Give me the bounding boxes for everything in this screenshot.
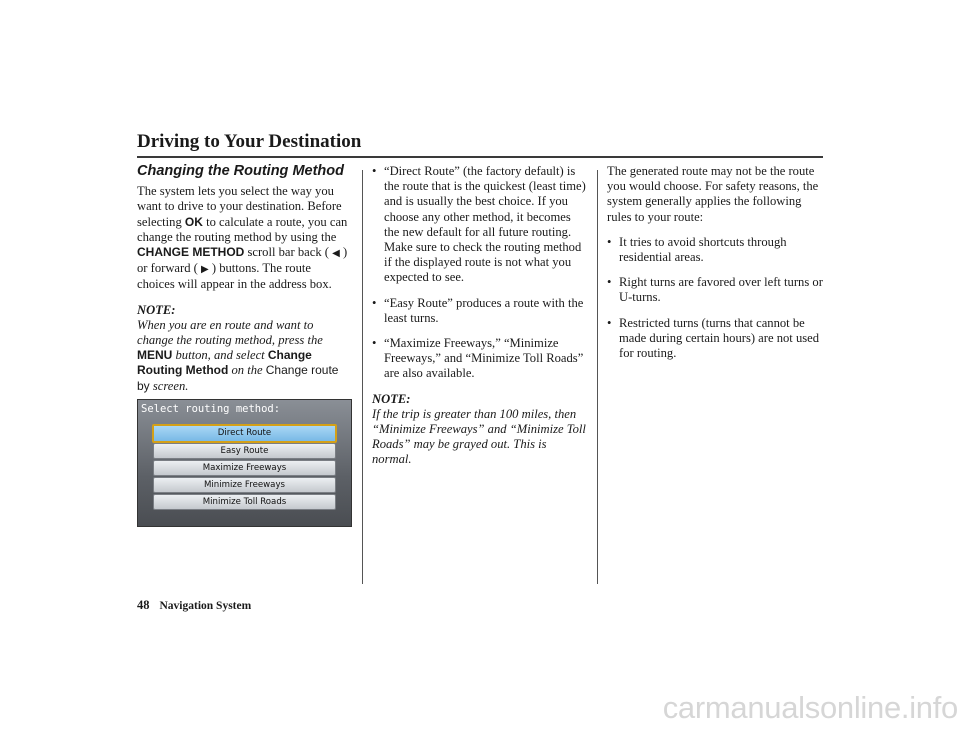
routing-options-list	[372, 164, 588, 382]
text: screen.	[149, 378, 189, 393]
option-minimize-freeways[interactable]: Minimize Freeways	[153, 477, 336, 493]
option-easy-route[interactable]: Easy Route	[153, 443, 336, 459]
ok-label: OK	[184, 214, 203, 229]
list-item-text: “Easy Route” produces a route with the least turns.	[384, 295, 584, 325]
bullet: •	[372, 164, 377, 178]
section-heading: Changing the Routing Method	[137, 163, 344, 179]
bullet: •	[372, 295, 377, 310]
column-3	[607, 164, 825, 371]
screen-title: Select routing method:	[141, 403, 281, 415]
bullet: •	[607, 275, 612, 290]
list-item	[372, 336, 588, 382]
intro-paragraph	[137, 184, 351, 292]
list-item-text: “Maximize Freeways,” “Minimize Freeways,” and “Minimize Toll Roads” are also available.	[384, 336, 584, 381]
bullet: •	[607, 315, 612, 330]
change-method-label: CHANGE METHOD	[137, 245, 245, 260]
column-divider-1	[362, 170, 363, 584]
text: ) buttons. The route choices will appear in the address box.	[137, 261, 332, 292]
bullet: •	[607, 234, 612, 249]
list-item	[607, 316, 825, 362]
forward-arrow-icon: ▶	[201, 264, 209, 276]
list-item-text: Restricted turns (turns that cannot be made during certain hours) are not used for routing.	[619, 315, 820, 361]
note-paragraph-2	[372, 392, 588, 468]
text: button, and select	[172, 348, 268, 363]
rules-intro: The generated route may not be the route you would choose. For safety reasons, the system generally applies the following rules to your route:	[607, 164, 819, 224]
change-route-by-label: Change route by	[137, 363, 339, 393]
option-direct-route[interactable]: Direct Route	[152, 424, 337, 443]
note-text: If the trip is greater than 100 miles, then “Minimize Freeways” and “Minimize Toll Roads” may be grayed out. This is normal.	[372, 406, 586, 467]
option-maximize-freeways[interactable]: Maximize Freeways	[153, 460, 336, 476]
title-rule	[137, 156, 823, 158]
column-divider-2	[597, 170, 598, 584]
column-1	[137, 164, 351, 404]
column-2	[372, 164, 588, 478]
menu-label: MENU	[137, 348, 173, 363]
list-item	[607, 275, 825, 305]
text: on the	[228, 363, 266, 378]
routing-method-screen	[137, 399, 352, 527]
list-item	[607, 235, 825, 265]
text: to calculate a route, you can change the routing method by using the	[137, 214, 348, 244]
text: When you are en route and want to change the routing method, press the	[137, 317, 323, 348]
list-item-text: It tries to avoid shortcuts through residential areas.	[619, 234, 787, 265]
rules-list	[607, 235, 825, 361]
list-item-text: “Direct Route” (the factory default) is the route that is the quickest (least time) and is usually the best choice. If you choose any other method, it becomes the new default for all future routing. Make sure to check the routing method if the displayed route is not what you expected to see.	[384, 164, 586, 285]
watermark[interactable]: carmanualsonline.info	[662, 690, 958, 725]
option-minimize-toll-roads[interactable]: Minimize Toll Roads	[153, 494, 336, 510]
text: ) or forward (	[137, 245, 348, 276]
page-title: Driving to Your Destination	[137, 131, 362, 152]
list-item-text: Right turns are favored over left turns or U-turns.	[619, 275, 823, 305]
note-paragraph	[137, 303, 351, 394]
page-number: 48	[137, 598, 150, 612]
bullet: •	[372, 336, 377, 351]
change-routing-method-label: Change Routing Method	[137, 348, 312, 378]
text: The system lets you select the way you want to drive to your destination. Before selecting	[137, 184, 342, 229]
text: scroll bar back (	[244, 245, 333, 260]
back-arrow-icon: ◀	[332, 248, 340, 260]
note-label: NOTE:	[137, 302, 176, 317]
note-label: NOTE:	[372, 391, 411, 406]
footer-label: Navigation System	[159, 600, 252, 612]
list-item	[372, 164, 588, 286]
list-item	[372, 296, 588, 326]
page-footer	[137, 598, 251, 613]
